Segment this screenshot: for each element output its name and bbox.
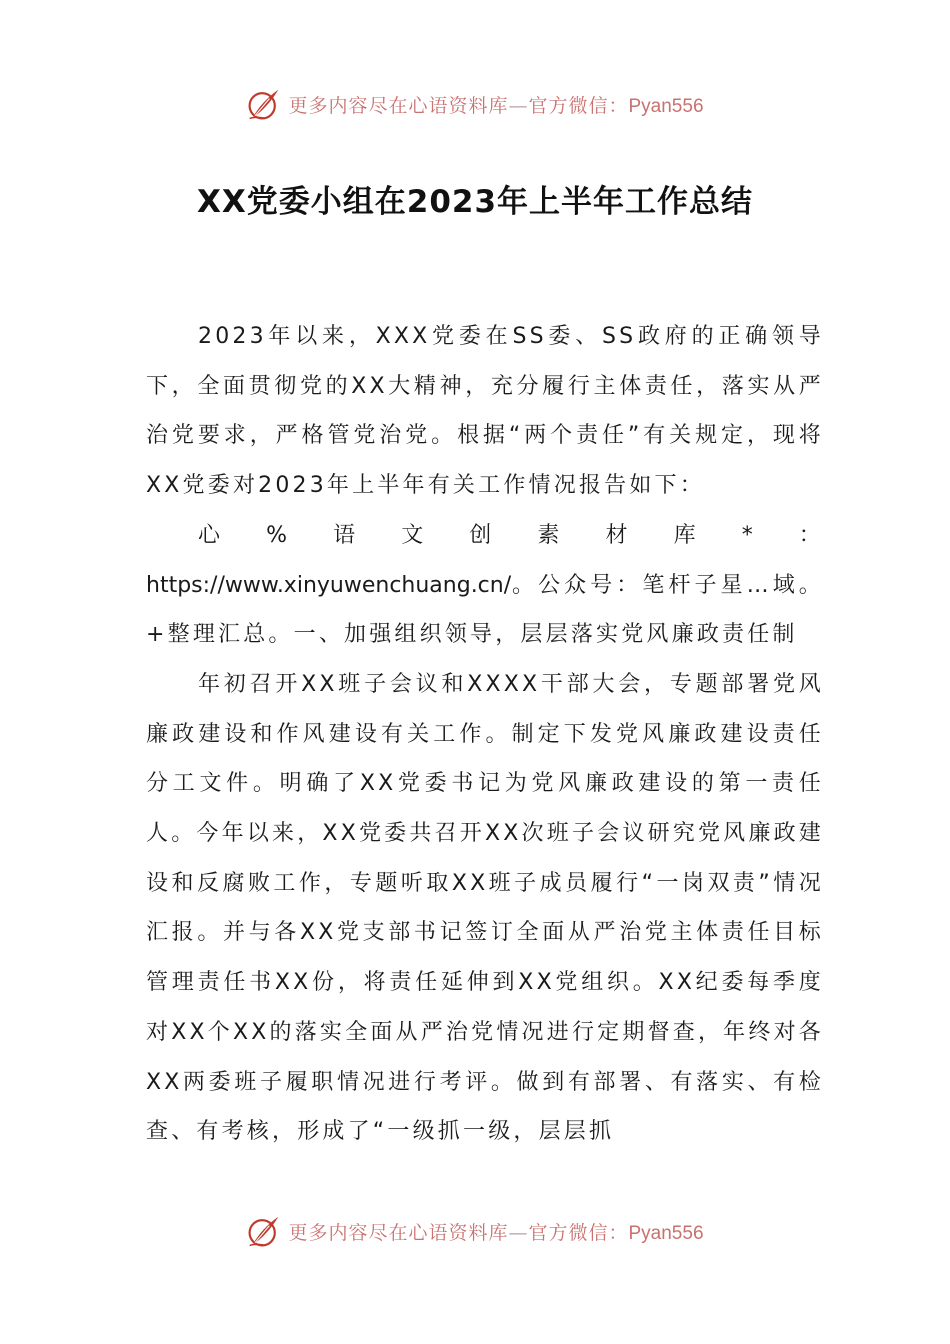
document-body — [146, 312, 824, 1157]
footer-watermark-banner — [0, 1211, 950, 1251]
document-title: XX党委小组在2023年上半年工作总结 — [196, 184, 754, 220]
watermark-prefix: 心%语文创素材库*： — [198, 522, 824, 548]
intro-paragraph: 2023年以来，XXX党委在SS委、SS政府的正确领导下，全面贯彻党的XX大精神，充分履行主体责任，落实从严治党要求，严格管党治党。根据“两个责任”有关规定，现将XX党委对2023年上半年有关工作情况报告如下： — [146, 324, 824, 499]
section-one-paragraph: 年初召开XX班子会议和XXXX干部大会，专题部署党风廉政建设和作风建设有关工作。制定下发党风廉政建设责任分工文件。明确了XX党委书记为党风廉政建设的第一责任人。今年以来，XX党委共召开XX次班子会议研究党风廉政建设和反腐败工作，专题听取XX班子成员履行“一岗双责”情况汇报。并与各XX党支部书记签订全面从严治党主体责任目标管理责任书XX份，将责任延伸到XX党组织。XX纪委每季度对XX个XX的落实全面从严治党情况进行定期督查，年终对各XX两委班子履职情况进行考评。做到有部署、有落实、有检查、有考核，形成了“一级抓一级，层层抓 — [146, 671, 824, 1145]
header-watermark-banner — [0, 84, 950, 124]
quill-logo-icon — [246, 1213, 282, 1249]
watermark-suffix: 官方微信： — [528, 94, 629, 117]
watermark-wechat-id: Pyan556 — [628, 95, 704, 117]
watermark-url: https://www.xinyuwenchuang.cn/ — [146, 572, 512, 598]
quill-logo-icon — [246, 86, 282, 122]
watermark-suffix: 官方微信： — [528, 1221, 629, 1244]
watermark-main: 更多内容尽在心语资料库 — [288, 1221, 509, 1244]
watermark-dash: — — [508, 1221, 529, 1244]
watermark-dash: — — [508, 94, 529, 117]
watermark-wechat-id: Pyan556 — [628, 1222, 704, 1244]
watermark-paragraph — [146, 511, 824, 660]
watermark-text — [288, 91, 703, 118]
watermark-text — [288, 1218, 703, 1245]
watermark-rest: 。公众号：笔杆子星…域。+整理汇总。一、加强组织领导，层层落实党风廉政责任制 — [146, 572, 824, 648]
watermark-main: 更多内容尽在心语资料库 — [288, 94, 509, 117]
